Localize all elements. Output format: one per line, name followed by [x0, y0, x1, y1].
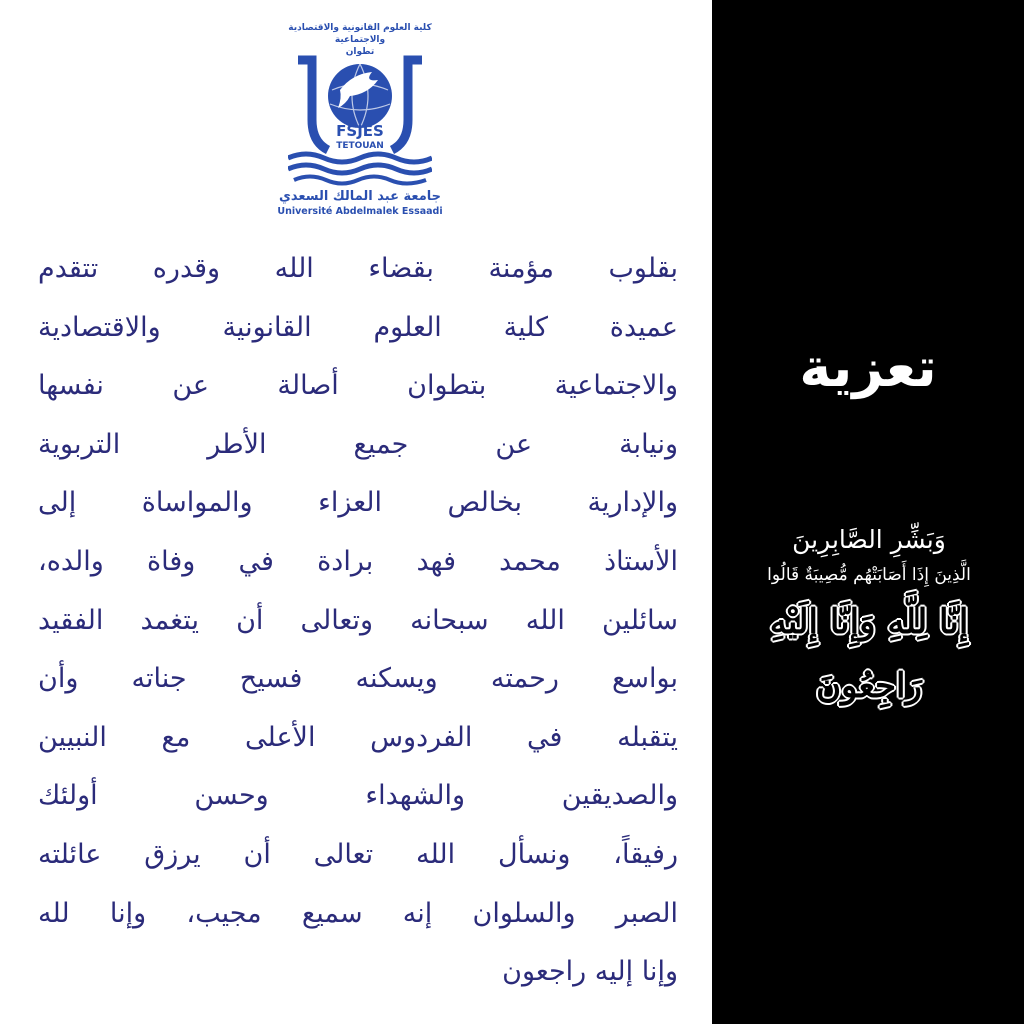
right-pillar — [392, 60, 422, 150]
globe-icon — [328, 64, 392, 128]
wave-1 — [288, 154, 432, 162]
verse-line-3: إِنَّا لِلَّهِ وَإِنَّا إِلَيْهِ رَاجِعُونَ — [769, 602, 969, 706]
message-line: عميدة كلية العلوم القانونية والاقتصادية — [38, 311, 678, 343]
message-line: رفيقاً، ونسأل الله تعالى أن يرزق عائلته — [38, 838, 678, 870]
message-line: وإنا إليه راجعون — [502, 956, 678, 988]
message-line: سائلين الله سبحانه وتعالى أن يتغمد الفقيد — [38, 604, 678, 636]
logo-university-ar: جامعة عبد المالك السعدي — [278, 189, 442, 204]
faculty-logo — [270, 18, 450, 218]
verse-line-1: وَبَشِّرِ الصَّابِرِينَ — [792, 525, 946, 554]
message-line: يتقبله في الفردوس الأعلى مع النبيين — [38, 721, 678, 753]
message-line: والاجتماعية بتطوان أصالة عن نفسها — [38, 370, 678, 402]
message-line: والصديقين والشهداء وحسن أولئك — [38, 780, 678, 812]
logo-university-fr: Université Abdelmalek Essaadi — [277, 206, 443, 217]
condolence-message — [38, 240, 678, 1002]
logo-emblem — [288, 50, 432, 188]
wave-2 — [288, 165, 432, 173]
message-line: ونيابة عن جميع الأطر التربوية — [38, 428, 678, 460]
quran-verse — [728, 520, 1010, 718]
verse-line-2: الَّذِينَ إِذَا أَصَابَتْهُم مُّصِيبَةٌ قَالُوا — [767, 565, 971, 585]
message-line: الأستاذ محمد فهد برادة في وفاة والده، — [38, 545, 678, 577]
wave-3 — [294, 177, 426, 184]
left-pillar — [298, 60, 328, 150]
message-line: الصبر والسلوان إنه سميع مجيب، وإنا لله — [38, 897, 678, 929]
black-side-panel — [712, 0, 1024, 1024]
condolence-title: تعزية — [799, 336, 937, 399]
logo-acronym: FSJES — [336, 122, 384, 140]
message-line: بواسع رحمته ويسكنه فسيح جناته وأن — [38, 663, 678, 695]
logo-city-fr: TETOUAN — [336, 141, 384, 151]
logo-city-ar: تطوان — [345, 47, 375, 57]
logo-faculty-ar: كلية العلوم القانونية والاقتصادية والاجتماعية — [288, 23, 432, 45]
message-line: بقلوب مؤمنة بقضاء الله وقدره تتقدم — [38, 253, 678, 284]
message-line: والإدارية بخالص العزاء والمواساة إلى — [38, 487, 678, 519]
